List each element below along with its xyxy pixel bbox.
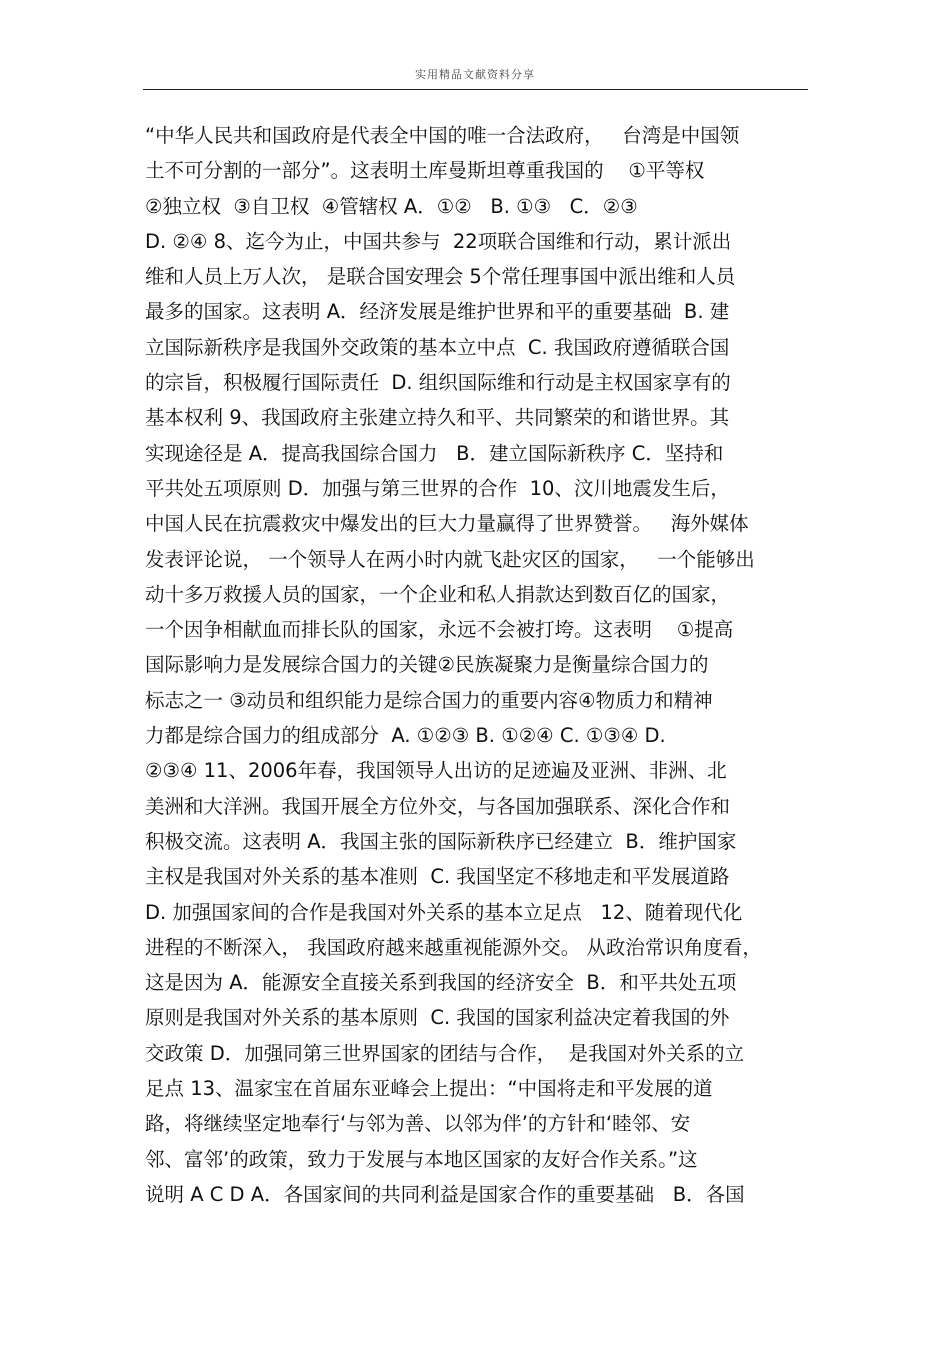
text-line: 维和人员上万人次， 是联合国安理会 5个常任理事国中派出维和人员 xyxy=(145,265,736,289)
text-line: ②独立权 ③自卫权 ④管辖权 A．①② B. ①③ C．②③ xyxy=(145,194,638,218)
text-line: 实现途径是 A．提高我国综合国力 B．建立国际新秩序 C．坚持和 xyxy=(145,441,724,465)
document-body xyxy=(145,118,815,1212)
text-line: 说明 A C D A．各国家间的共同利益是国家合作的重要基础 B．各国 xyxy=(145,1182,745,1206)
text-line: 主权是我国对外关系的基本准则 C. 我国坚定不移地走和平发展道路 xyxy=(145,865,730,889)
page-header: 实用精品文献资料分享 xyxy=(415,68,535,81)
text-line: 发表评论说， 一个领导人在两小时内就飞赴灾区的国家， 一个能够出 xyxy=(145,547,755,571)
text-line: 足点 13、温家宝在首届东亚峰会上提出：“中国将走和平发展的道 xyxy=(145,1077,713,1101)
text-line: 邻、富邻’的政策，致力于发展与本地区国家的友好合作关系。”这 xyxy=(145,1147,698,1171)
text-line: 交政策 D．加强同第三世界国家的团结与合作， 是我国对外关系的立 xyxy=(145,1041,745,1065)
text-line: “中华人民共和国政府是代表全中国的唯一合法政府， 台湾是中国领 xyxy=(145,124,740,147)
text-line: 基本权利 9、我国政府主张建立持久和平、共同繁荣的和谐世界。其 xyxy=(145,406,730,430)
text-line: 原则是我国对外关系的基本原则 C. 我国的国家利益决定着我国的外 xyxy=(145,1006,730,1030)
text-line: 力都是综合国力的组成部分 A. ①②③ B. ①②④ C. ①③④ D. xyxy=(145,724,666,748)
text-line: 最多的国家。这表明 A．经济发展是维护世界和平的重要基础 B. 建 xyxy=(145,300,730,324)
text-line: 进程的不断深入， 我国政府越来越重视能源外交。 从政治常识角度看， xyxy=(145,935,762,959)
text-line: 路，将继续坚定地奉行‘与邻为善、以邻为伴’的方针和‘睦邻、安 xyxy=(145,1112,691,1136)
text-line: 一个因争相献血而排长队的国家，永远不会被打垮。这表明 ①提高 xyxy=(145,618,734,642)
text-line: ②③④ 11、2006年春，我国领导人出访的足迹遍及亚洲、非洲、北 xyxy=(145,759,727,783)
text-line: 积极交流。这表明 A．我国主张的国际新秩序已经建立 B．维护国家 xyxy=(145,829,737,853)
text-line: D. ②④ 8、迄今为止，中国共参与 22项联合国维和行动，累计派出 xyxy=(145,229,732,253)
text-line: 动十多万救援人员的国家，一个企业和私人捐款达到数百亿的国家， xyxy=(145,582,731,606)
text-line: 的宗旨，积极履行国际责任 D. 组织国际维和行动是主权国家享有的 xyxy=(145,371,731,395)
text-line: 标志之一 ③动员和组织能力是综合国力的重要内容④物质力和精神 xyxy=(145,688,713,712)
text-line: 平共处五项原则 D．加强与第三世界的合作 10、汶川地震发生后， xyxy=(145,476,730,500)
text-line: 国际影响力是发展综合国力的关键②民族凝聚力是衡量综合国力的 xyxy=(145,653,709,677)
text-line: D. 加强国家间的合作是我国对外关系的基本立足点 12、随着现代化 xyxy=(145,900,743,924)
header-divider xyxy=(143,89,808,90)
text-line: 立国际新秩序是我国外交政策的基本立中点 C. 我国政府遵循联合国 xyxy=(145,335,730,359)
text-line: 美洲和大洋洲。我国开展全方位外交，与各国加强联系、深化合作和 xyxy=(145,794,731,818)
text-line: 这是因为 A．能源安全直接关系到我国的经济安全 B．和平共处五项 xyxy=(145,971,737,995)
text-line: 中国人民在抗震救灾中爆发出的巨大力量赢得了世界赞誉。 海外媒体 xyxy=(145,512,749,536)
text-line: 土不可分割的一部分”。这表明土库曼斯坦尊重我国的 ①平等权 xyxy=(145,159,705,183)
